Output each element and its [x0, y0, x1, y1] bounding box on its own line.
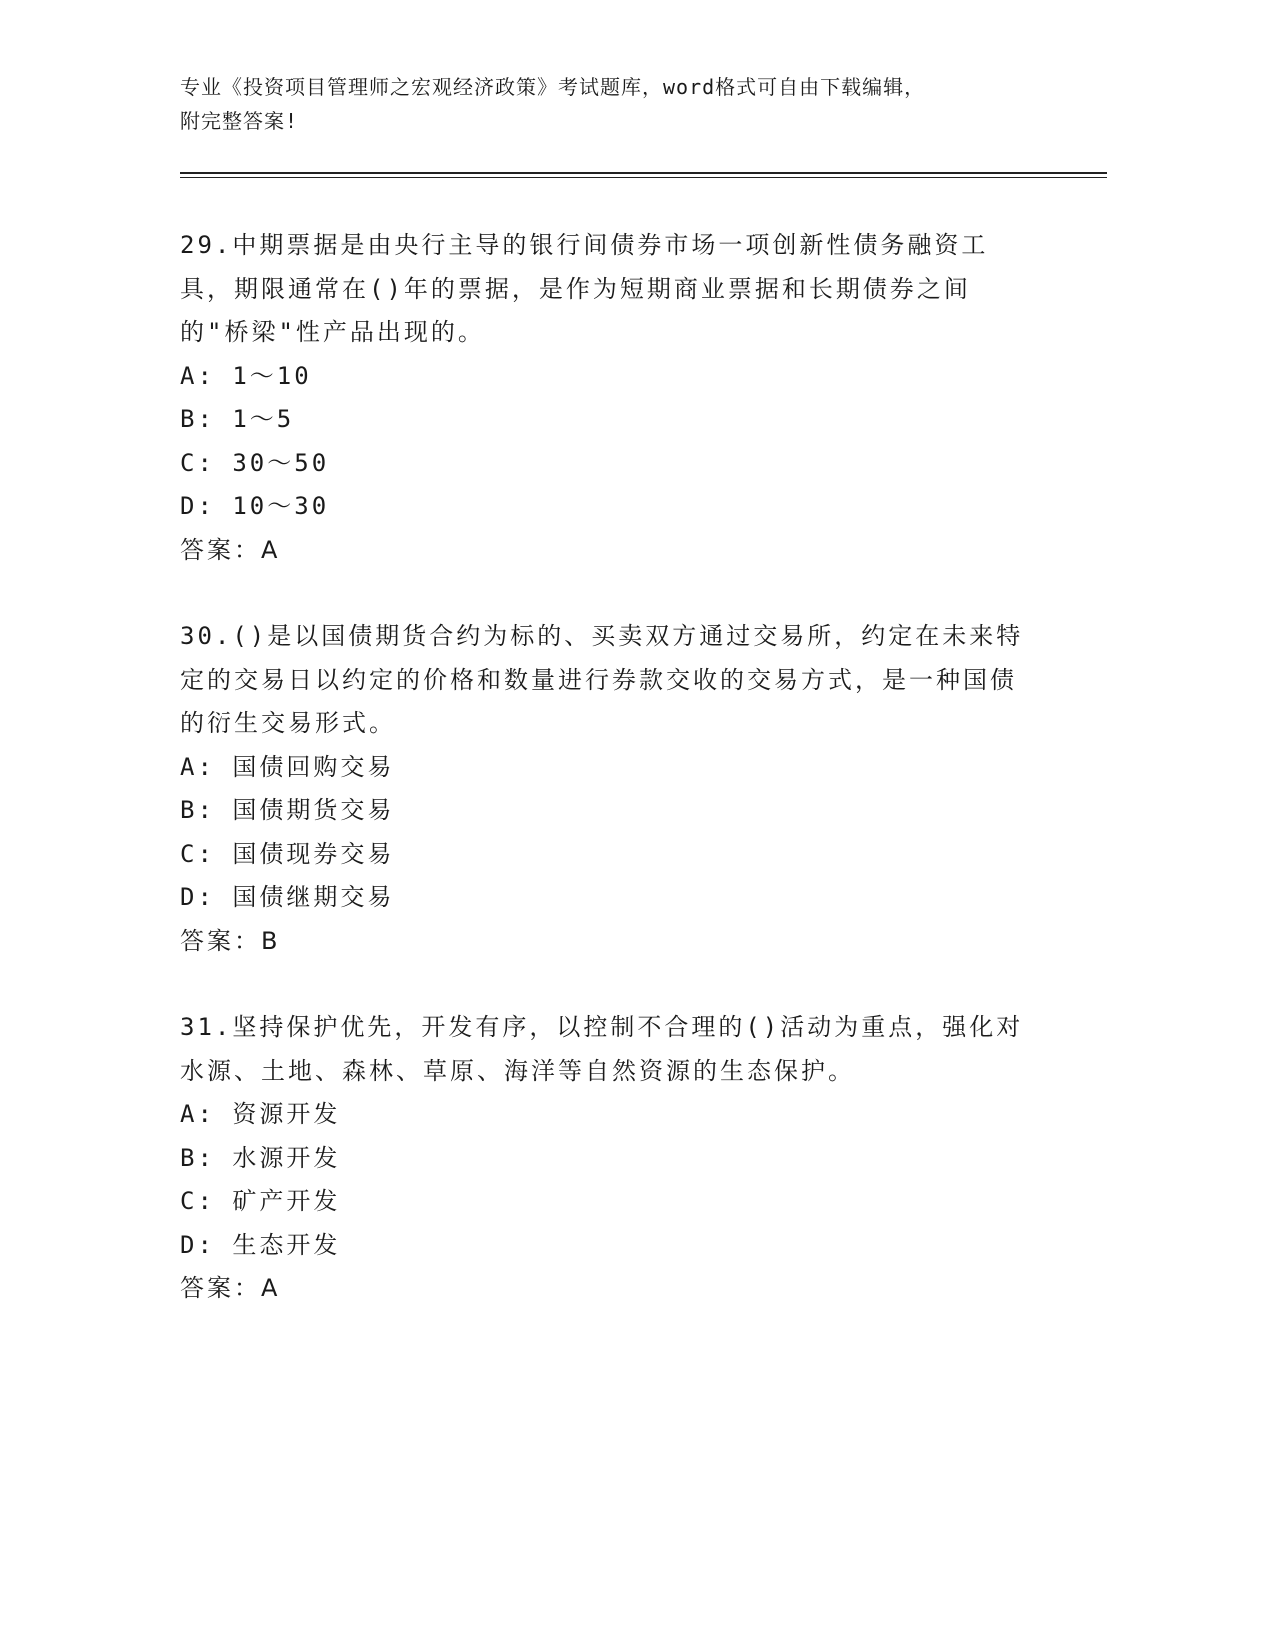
option-c: C: 30～50	[180, 448, 330, 477]
option-b: B: 水源开发	[180, 1143, 341, 1172]
header-divider-thin	[180, 177, 1107, 178]
option-c: C: 国债现券交易	[180, 839, 395, 868]
question-29	[180, 224, 1040, 572]
document-header	[180, 70, 1080, 138]
question-text: 29.中期票据是由央行主导的银行间债券市场一项创新性债务融资工具，期限通常在()年的票据，是作为短期商业票据和长期债券之间的"桥梁"性产品出现的。	[180, 231, 989, 346]
header-line-2: 附完整答案!	[180, 109, 299, 133]
question-text: 31.坚持保护优先，开发有序，以控制不合理的()活动为重点，强化对水源、土地、森林、草原、海洋等自然资源的生态保护。	[180, 1013, 1024, 1085]
answer: 答案：B	[180, 926, 281, 955]
option-d: D: 国债继期交易	[180, 883, 395, 911]
answer: 答案：A	[180, 1274, 281, 1302]
question-31	[180, 1006, 1040, 1311]
option-b: B: 1～5	[180, 405, 295, 433]
header-divider-thick	[180, 172, 1107, 174]
option-d: D: 10～30	[180, 492, 330, 520]
question-30	[180, 615, 1040, 963]
option-a: A: 国债回购交易	[180, 752, 395, 781]
answer: 答案：A	[180, 535, 281, 564]
header-line-1: 专业《投资项目管理师之宏观经济政策》考试题库，word格式可自由下载编辑，	[180, 75, 926, 99]
option-a: A: 1～10	[180, 361, 312, 390]
option-b: B: 国债期货交易	[180, 796, 395, 824]
option-a: A: 资源开发	[180, 1100, 341, 1128]
option-d: D: 生态开发	[180, 1230, 341, 1259]
question-text: 30.()是以国债期货合约为标的、买卖双方通过交易所，约定在未来特定的交易日以约定的价格和数量进行券款交收的交易方式，是一种国债的衍生交易形式。	[180, 622, 1024, 737]
option-c: C: 矿产开发	[180, 1187, 341, 1215]
